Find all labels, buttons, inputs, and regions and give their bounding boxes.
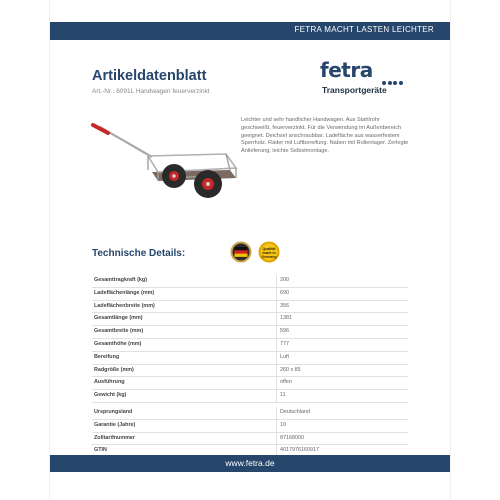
header-bar bbox=[50, 22, 450, 40]
spec-value: 596 bbox=[280, 328, 289, 335]
spec-row bbox=[92, 339, 408, 352]
spec-label: Ausführung bbox=[94, 379, 125, 386]
column-divider bbox=[276, 365, 277, 377]
article-number: Art.-Nr.: 6091L Handwagen feuerverzinkt bbox=[92, 88, 210, 95]
column-divider bbox=[276, 288, 277, 300]
spec-label: Gewicht (kg) bbox=[94, 392, 127, 399]
spec-label: Gesamtlänge (mm) bbox=[94, 315, 143, 322]
spec-label: Ladeflächenlänge (mm) bbox=[94, 289, 155, 296]
logo-subtitle: Transportgeräte bbox=[322, 85, 387, 95]
page-title: Artikeldatenblatt bbox=[92, 68, 207, 84]
header-slogan: FETRA MACHT LASTEN LEICHTER bbox=[294, 25, 434, 34]
logo-wordmark: fetra bbox=[320, 58, 373, 82]
spec-row bbox=[92, 352, 408, 365]
spec-label: Bereifung bbox=[94, 353, 120, 360]
spec-label: Gesamthöhe (mm) bbox=[94, 340, 142, 347]
spec-row bbox=[92, 275, 408, 288]
made-in-germany-badge-icon bbox=[230, 241, 252, 263]
spec-value: 1381 bbox=[280, 315, 292, 322]
hand-cart-image bbox=[90, 112, 240, 208]
origin-value: Deutschland bbox=[280, 408, 310, 415]
spec-value: offen bbox=[280, 379, 292, 386]
column-divider bbox=[276, 420, 277, 432]
spec-value: Luft bbox=[280, 353, 289, 360]
column-divider bbox=[276, 433, 277, 445]
spec-value: 11 bbox=[280, 392, 286, 399]
column-divider bbox=[276, 301, 277, 313]
origin-label: Garantie (Jahre) bbox=[94, 421, 136, 428]
spec-value: 777 bbox=[280, 340, 289, 347]
quality-badge-text: Qualität made in Germany bbox=[261, 247, 277, 259]
spec-value: 200 bbox=[280, 277, 289, 283]
spec-label: Ladeflächenbreite (mm) bbox=[94, 302, 155, 309]
column-divider bbox=[276, 339, 277, 351]
spec-value: 260 x 85 bbox=[280, 366, 301, 373]
origin-label: Zolltarifnummer bbox=[94, 434, 136, 441]
column-divider bbox=[276, 390, 277, 402]
spec-row bbox=[92, 377, 408, 390]
column-divider bbox=[276, 377, 277, 389]
spec-value: 690 bbox=[280, 289, 289, 296]
origin-label: GTIN bbox=[94, 447, 107, 454]
footer-url-link[interactable]: www.fetra.de bbox=[225, 458, 275, 468]
product-description: Leichter und sehr handlicher Handwagen. Aus Stahlrohr geschweißt, feuerverzinkt. Für die Verwendung im Außenbereich geeignet. Deichsel anschraubbar. Ladefläche aus wasserfestem Sperrholz. Räder mit Luftbereifung. Naben mit Rollenlager. Zerlegte Anlieferung, leichte Selbstmontage. bbox=[241, 117, 409, 155]
spec-label: Gesamttragkraft (kg) bbox=[94, 277, 148, 283]
datasheet-page bbox=[50, 0, 450, 500]
origin-value: 10 bbox=[280, 421, 286, 428]
column-divider bbox=[276, 326, 277, 338]
quality-badge-icon bbox=[258, 241, 280, 263]
column-divider bbox=[276, 407, 277, 419]
spec-row bbox=[92, 301, 408, 314]
spec-row bbox=[92, 390, 408, 403]
origin-label: Ursprungsland bbox=[94, 408, 133, 415]
column-divider bbox=[276, 313, 277, 325]
spec-row bbox=[92, 313, 408, 326]
origin-value: 4017976160917 bbox=[280, 447, 319, 454]
column-divider bbox=[276, 275, 277, 287]
column-divider bbox=[276, 352, 277, 364]
spec-label: Radgröße (mm) bbox=[94, 366, 134, 373]
spec-table bbox=[92, 275, 408, 458]
origin-row bbox=[92, 407, 408, 420]
fetra-logo bbox=[320, 58, 410, 98]
technical-details-heading: Technische Details: bbox=[92, 248, 186, 259]
footer-bar bbox=[50, 455, 450, 472]
spec-row bbox=[92, 365, 408, 378]
origin-value: 87168000 bbox=[280, 434, 304, 441]
origin-row bbox=[92, 420, 408, 433]
spec-row bbox=[92, 326, 408, 339]
spec-row bbox=[92, 288, 408, 301]
origin-row bbox=[92, 433, 408, 446]
spec-label: Gesamtbreite (mm) bbox=[94, 328, 144, 335]
spec-value: 356 bbox=[280, 302, 289, 309]
